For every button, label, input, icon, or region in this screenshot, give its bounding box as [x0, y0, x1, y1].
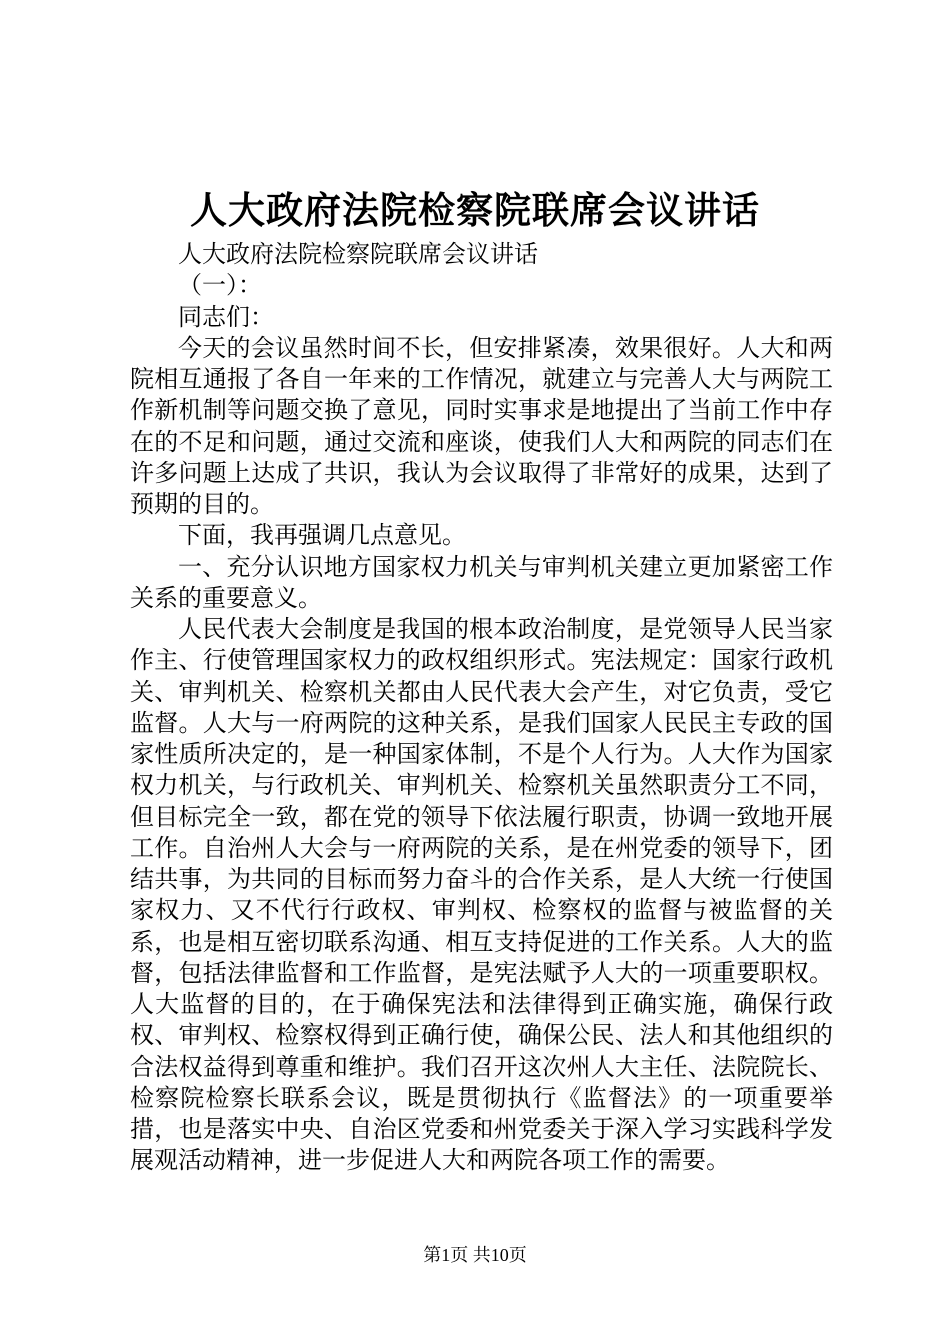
- paragraph-section-marker: （一）：: [178, 271, 262, 300]
- paragraph-opening: 今天的会议虽然时间不长，但安排紧凑，效果很好。人大和两院相互通报了各自一年来的工作情况，就建立与完善人大与两院工作新机制等问题交换了意见，同时实事求是地提出了当前工作中存在的不足和问题，通过交流和座谈，使我们人大和两院的同志们在许多问题上达成了共识，我认为会议取得了非常好的成果，达到了预期的目的。: [130, 333, 833, 518]
- paragraph-heading-one: 一、充分认识地方国家权力机关与审判机关建立更加紧密工作关系的重要意义。: [130, 552, 833, 612]
- paragraph-greeting: 同志们：: [178, 302, 274, 331]
- document-body: [130, 239, 833, 1177]
- document-title: 人大政府法院检察院联席会议讲话: [190, 188, 760, 232]
- paragraph-transition: 下面，我再强调几点意见。: [178, 521, 466, 550]
- paragraph-main: 人民代表大会制度是我国的根本政治制度，是党领导人民当家作主、行使管理国家权力的政权组织形式。宪法规定：国家行政机关、审判机关、检察机关都由人民代表大会产生，对它负责，受它监督。人大与一府两院的这种关系，是我们国家人民民主专政的国家性质所决定的，是一种国家体制，不是个人行为。人大作为国家权力机关，与行政机关、审判机关、检察机关虽然职责分工不同，但目标完全一致，都在党的领导下依法履行职责，协调一致地开展工作。自治州人大会与一府两院的关系，是在州党委的领导下，团结共事，为共同的目标而努力奋斗的合作关系，是人大统一行使国家权力、又不代行行政权、审判权、检察权的监督与被监督的关系，也是相互密切联系沟通、相互支持促进的工作关系。人大的监督，包括法律监督和工作监督，是宪法赋予人大的一项重要职权。人大监督的目的，在于确保宪法和法律得到正确实施，确保行政权、审判权、检察权得到正确行使，确保公民、法人和其他组织的合法权益得到尊重和维护。我们召开这次州人大主任、法院院长、检察院检察长联系会议，既是贯彻执行《监督法》的一项重要举措，也是落实中央、自治区党委和州党委关于深入学习实践科学发展观活动精神，进一步促进人大和两院各项工作的需要。: [130, 615, 833, 1175]
- page-number-footer: 第1页 共10页: [423, 1245, 527, 1265]
- paragraph-subtitle: 人大政府法院检察院联席会议讲话: [178, 240, 538, 268]
